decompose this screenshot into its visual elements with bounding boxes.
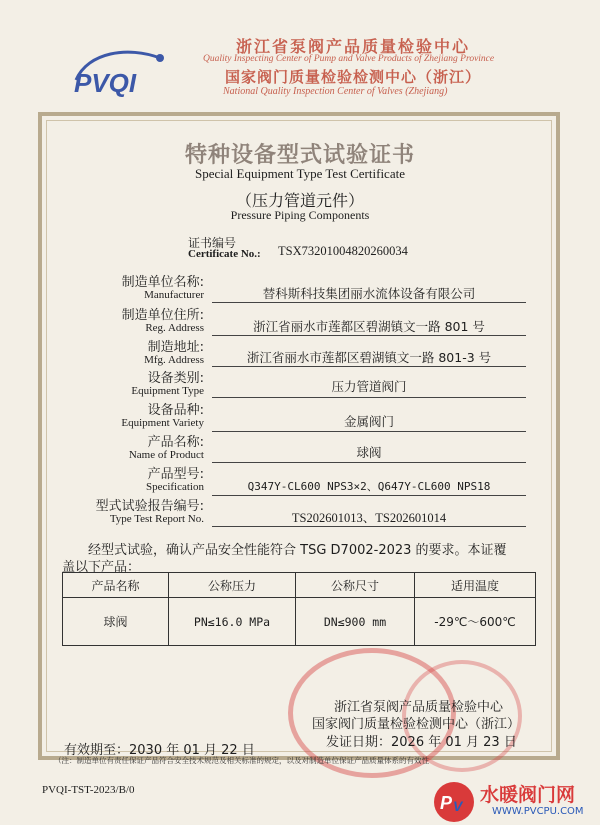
watermark-url: WWW.PVCPU.COM — [492, 806, 584, 817]
field-reg-address-label-en: Reg. Address — [145, 322, 204, 334]
table-header-cell: 公称压力 — [169, 573, 296, 598]
field-report-no-value: TS202601013、TS202601014 — [291, 511, 447, 525]
field-mfg-address-label-cn: 制造地址: — [147, 340, 204, 355]
field-equipment-variety-label-en: Equipment Variety — [121, 417, 204, 429]
org-name-cn-1: 浙江省泵阀产品质量检验中心 — [236, 37, 471, 56]
table-header-cell: 公称尺寸 — [296, 573, 415, 598]
field-underline — [212, 495, 526, 496]
field-underline — [212, 397, 526, 398]
table-header-cell: 产品名称 — [63, 573, 169, 598]
field-underline — [212, 366, 526, 367]
field-underline — [212, 335, 526, 336]
field-manufacturer-value: 替科斯科技集团丽水流体设备有限公司 — [262, 286, 476, 301]
category-en: Pressure Piping Components — [230, 208, 370, 222]
field-product-name-label-cn: 产品名称: — [147, 435, 204, 450]
table-cell: PN≤16.0 MPa — [169, 598, 296, 646]
field-reg-address-label-cn: 制造单位住所: — [121, 308, 204, 323]
issuer-line-1: 浙江省泵阀产品质量检验中心 — [334, 700, 504, 715]
field-reg-address-value: 浙江省丽水市莲都区碧湖镇文一路 801 号 — [253, 319, 485, 334]
table-row — [63, 598, 536, 646]
site-watermark — [432, 778, 600, 825]
org-name-cn-2: 国家阀门质量检验检测中心（浙江） — [225, 68, 482, 86]
certificate-title-en: Special Equipment Type Test Certificate — [195, 166, 405, 181]
field-underline — [212, 302, 526, 303]
certificate-title-cn: 特种设备型式试验证书 — [184, 143, 415, 168]
statement-line-2: 盖以下产品： — [62, 560, 141, 575]
issue-date: 发证日期：2026 年 01 月 23 日 — [326, 735, 517, 750]
table-header-cell: 适用温度 — [415, 573, 536, 598]
validity-date: 有效期至：2030 年 01 月 22 日 — [64, 743, 255, 758]
pvqi-logo-icon — [68, 40, 168, 98]
field-specification-value: Q347Y-CL600 NPS3×2、Q647Y-CL600 NPS18 — [247, 480, 491, 493]
field-equipment-variety-value: 金属阀门 — [343, 414, 394, 429]
statement-line-1: 经型式试验，确认产品安全性能符合 TSG D7002-2023 的要求。本证覆 — [88, 543, 507, 558]
svg-text:P: P — [440, 793, 453, 813]
table-header-row — [63, 573, 536, 598]
field-equipment-type-value: 压力管道阀门 — [331, 379, 407, 394]
field-report-no-label-en: Type Test Report No. — [109, 513, 204, 525]
field-underline — [212, 431, 526, 432]
table-cell: -29℃～600℃ — [415, 598, 536, 646]
field-product-name-value: 球阀 — [356, 445, 382, 460]
certificate-number: TSX73201004820260034 — [278, 244, 408, 258]
field-equipment-variety-label-cn: 设备品种: — [147, 403, 204, 418]
certificate-no-label-cn: 证书编号 — [188, 236, 237, 250]
field-equipment-type-label-en: Equipment Type — [131, 385, 204, 397]
table-cell: DN≤900 mm — [296, 598, 415, 646]
field-underline — [212, 526, 526, 527]
logo-text: PVQI — [74, 68, 137, 98]
field-manufacturer-label-en: Manufacturer — [144, 289, 204, 301]
certificate-no-label-en: Certificate No.: — [188, 248, 261, 260]
field-equipment-type-label-cn: 设备类别: — [147, 371, 204, 386]
field-specification-label-cn: 产品型号: — [147, 467, 204, 482]
field-manufacturer-label-cn: 制造单位名称: — [121, 275, 204, 290]
field-product-name-label-en: Name of Product — [128, 449, 204, 461]
product-coverage-table — [62, 572, 536, 646]
field-report-no-label-cn: 型式试验报告编号: — [95, 499, 204, 514]
watermark-cn: 水暖阀门网 — [480, 784, 576, 806]
field-specification-label-en: Specification — [145, 481, 204, 493]
svg-text:V: V — [453, 798, 463, 814]
field-mfg-address-label-en: Mfg. Address — [144, 354, 204, 366]
footer-note: （注：制造单位有责任保证产品符合安全技术规范及相关标准的规定，以及对制造单位保证产品质量体系的有效性 — [54, 756, 429, 765]
table-cell: 球阀 — [63, 598, 169, 646]
org-name-en-2: National Quality Inspection Center of Valves (Zhejiang) — [223, 86, 448, 97]
field-underline — [212, 462, 526, 463]
category-cn: （压力管道元件） — [235, 191, 364, 210]
form-code: PVQI-TST-2023/B/0 — [42, 784, 135, 796]
org-name-en-1: Quality Inspecting Center of Pump and Valve Products of Zhejiang Province — [203, 54, 495, 64]
issuer-line-2: 国家阀门质量检验检测中心（浙江） — [312, 717, 521, 732]
field-mfg-address-value: 浙江省丽水市莲都区碧湖镇文一路 801-3 号 — [246, 350, 492, 365]
pv-watermark-icon — [432, 780, 476, 824]
